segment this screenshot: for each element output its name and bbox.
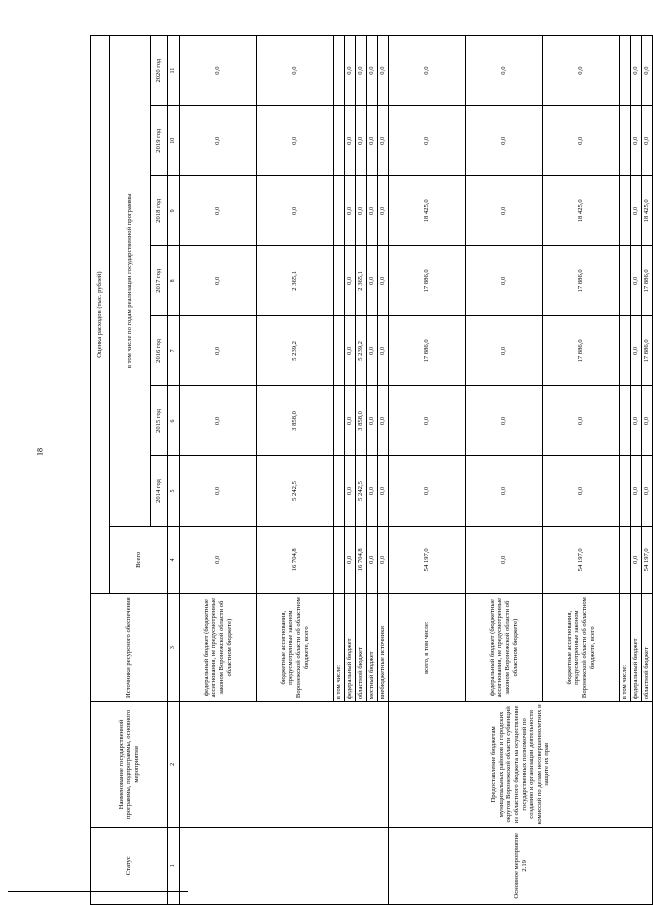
row-value: 5 242,5	[257, 456, 334, 526]
row-source: федеральный бюджет	[631, 594, 642, 702]
row-value: 0,0	[631, 386, 642, 456]
row-total	[334, 526, 345, 594]
row-value: 17 886,0	[642, 316, 653, 386]
column-number: 7	[168, 316, 180, 386]
header-estimate: Оценка расходов (тыс. рублей)	[91, 36, 110, 594]
row-value: 0,0	[466, 246, 543, 316]
column-number: 3	[168, 594, 180, 702]
row-value: 17 886,0	[543, 316, 620, 386]
row-total: 0,0	[378, 526, 389, 594]
row-value: 0,0	[367, 176, 378, 246]
row-value: 0,0	[180, 106, 257, 176]
row-value: 0,0	[378, 176, 389, 246]
row-source: бюджетные ассигнования, предусмотренные законом Воронежской области об областном бюджете, всего	[257, 594, 334, 702]
header-source: Источники ресурсного обеспечения	[91, 594, 168, 702]
row-value: 0,0	[257, 106, 334, 176]
header-year-2019: 2019 год	[151, 106, 168, 176]
row-value: 0,0	[389, 386, 466, 456]
column-number: 2	[168, 702, 180, 827]
row-value: 17 886,0	[543, 246, 620, 316]
budget-table	[90, 35, 653, 905]
block1-name-cell	[180, 702, 389, 827]
row-total: 16 704,8	[356, 526, 367, 594]
row-value: 0,0	[631, 106, 642, 176]
row-value: 0,0	[543, 386, 620, 456]
row-value: 0,0	[642, 106, 653, 176]
row-value	[334, 176, 345, 246]
row-value: 5 242,5	[356, 456, 367, 526]
row-value: 0,0	[631, 176, 642, 246]
row-value: 0,0	[180, 316, 257, 386]
row-value: 0,0	[367, 106, 378, 176]
row-value: 0,0	[367, 246, 378, 316]
row-total: 54 197,0	[642, 526, 653, 594]
header-status: Статус	[91, 827, 168, 904]
header-total: Всего	[110, 526, 168, 594]
row-total: 54 197,0	[543, 526, 620, 594]
measure-status: Основное мероприятие 2.19	[389, 827, 653, 904]
row-value	[334, 316, 345, 386]
row-value: 0,0	[345, 456, 356, 526]
row-source: бюджетные ассигнования, предусмотренные законом Воронежской области об областном бюджете, всего	[543, 594, 620, 702]
row-value	[334, 36, 345, 106]
row-value: 0,0	[642, 456, 653, 526]
row-source: в том числе:	[334, 594, 345, 702]
row-value: 0,0	[180, 176, 257, 246]
row-value: 2 365,1	[257, 246, 334, 316]
row-value: 18 425,0	[642, 176, 653, 246]
row-total	[620, 526, 631, 594]
header-year-2015: 2015 год	[151, 386, 168, 456]
row-value: 0,0	[543, 36, 620, 106]
measure-name: Предоставление бюджетам муниципальных районов и городских округов Воронежской области субвенций из областного бюджета на осуществление государственных полномочий по созданию и организации деятельности комиссий по делам несовершеннолетних и защите их прав	[389, 702, 653, 827]
row-value: 0,0	[642, 36, 653, 106]
row-value: 18 425,0	[389, 176, 466, 246]
row-value: 3 858,0	[257, 386, 334, 456]
row-value: 0,0	[466, 386, 543, 456]
row-source: областной бюджет	[642, 594, 653, 702]
row-value: 0,0	[367, 386, 378, 456]
row-value: 0,0	[389, 36, 466, 106]
header-year-2017: 2017 год	[151, 246, 168, 316]
row-source: федеральный бюджет	[345, 594, 356, 702]
row-value: 0,0	[180, 246, 257, 316]
table-row	[389, 36, 466, 905]
row-value	[620, 246, 631, 316]
row-total: 54 197,0	[389, 526, 466, 594]
column-number: 4	[168, 526, 180, 594]
row-total: 0,0	[466, 526, 543, 594]
table-row	[180, 36, 257, 905]
row-source: федеральный бюджет (бюджетные ассигнования, не предусмотренные законом Воронежской области об областном бюджете)	[466, 594, 543, 702]
row-value: 0,0	[345, 106, 356, 176]
row-value: 2 365,1	[356, 246, 367, 316]
row-value	[620, 36, 631, 106]
row-source: в том числе:	[620, 594, 631, 702]
row-value: 0,0	[180, 36, 257, 106]
row-total: 16 704,8	[257, 526, 334, 594]
row-value: 0,0	[466, 456, 543, 526]
column-number: 11	[168, 36, 180, 106]
row-value: 0,0	[356, 176, 367, 246]
row-value: 0,0	[631, 36, 642, 106]
row-value	[620, 386, 631, 456]
row-value: 0,0	[378, 106, 389, 176]
row-value	[334, 246, 345, 316]
header-year-2014: 2014 год	[151, 456, 168, 526]
row-value: 5 239,2	[257, 316, 334, 386]
header-year-2020: 2020 год	[151, 36, 168, 106]
row-total: 0,0	[631, 526, 642, 594]
row-source: областной бюджет	[356, 594, 367, 702]
row-value: 0,0	[631, 456, 642, 526]
row-value: 0,0	[378, 36, 389, 106]
row-total: 0,0	[367, 526, 378, 594]
row-source: местный бюджет	[367, 594, 378, 702]
row-value: 17 886,0	[389, 316, 466, 386]
row-value: 0,0	[356, 36, 367, 106]
column-number-row	[168, 36, 180, 905]
column-number: 1	[168, 827, 180, 904]
column-number: 8	[168, 246, 180, 316]
row-value: 0,0	[378, 386, 389, 456]
row-value: 0,0	[356, 106, 367, 176]
column-number: 6	[168, 386, 180, 456]
row-value: 0,0	[180, 386, 257, 456]
row-value: 0,0	[345, 36, 356, 106]
row-value: 0,0	[466, 176, 543, 246]
row-value: 0,0	[367, 36, 378, 106]
row-value: 0,0	[543, 106, 620, 176]
row-value: 0,0	[631, 316, 642, 386]
row-source: федеральный бюджет (бюджетные ассигнования, не предусмотренные законом Воронежской области об областном бюджете)	[180, 594, 257, 702]
header-year-2016: 2016 год	[151, 316, 168, 386]
row-value: 0,0	[389, 106, 466, 176]
row-value: 0,0	[543, 456, 620, 526]
footnote-rule	[8, 891, 188, 892]
row-value: 18 425,0	[543, 176, 620, 246]
row-value: 0,0	[378, 316, 389, 386]
row-value: 17 886,0	[389, 246, 466, 316]
row-value	[334, 456, 345, 526]
row-value	[620, 316, 631, 386]
header-year-2018: 2018 год	[151, 176, 168, 246]
row-source: всего, в том числе:	[389, 594, 466, 702]
row-value: 0,0	[642, 386, 653, 456]
row-total: 0,0	[345, 526, 356, 594]
row-value: 0,0	[389, 456, 466, 526]
row-value	[620, 456, 631, 526]
row-value: 0,0	[345, 386, 356, 456]
row-value: 0,0	[345, 316, 356, 386]
page-number: 18	[35, 448, 45, 456]
header-name: Наименование государственной программы, подпрограммы, основного мероприятия	[91, 702, 168, 827]
row-value: 0,0	[378, 246, 389, 316]
row-value	[334, 386, 345, 456]
row-value: 0,0	[631, 246, 642, 316]
column-number: 5	[168, 456, 180, 526]
row-source: внебюджетные источники	[378, 594, 389, 702]
row-value: 0,0	[180, 456, 257, 526]
row-value	[620, 176, 631, 246]
row-value: 0,0	[367, 456, 378, 526]
row-value: 17 886,0	[642, 246, 653, 316]
row-value: 0,0	[345, 246, 356, 316]
row-value: 5 239,2	[356, 316, 367, 386]
row-value: 0,0	[367, 316, 378, 386]
block1-status-cell	[180, 827, 389, 904]
row-total: 0,0	[180, 526, 257, 594]
row-value	[334, 106, 345, 176]
row-value: 0,0	[466, 316, 543, 386]
row-value: 0,0	[466, 106, 543, 176]
row-value: 3 858,0	[356, 386, 367, 456]
row-value	[620, 106, 631, 176]
rotated-table-container	[90, 35, 651, 905]
row-value: 0,0	[257, 176, 334, 246]
row-value: 0,0	[345, 176, 356, 246]
row-value: 0,0	[378, 456, 389, 526]
row-value: 0,0	[466, 36, 543, 106]
row-value: 0,0	[257, 36, 334, 106]
column-number: 9	[168, 176, 180, 246]
column-number: 10	[168, 106, 180, 176]
table-frame	[90, 35, 651, 905]
header-by-years: в том числе по годам реализации государственной программы	[110, 36, 151, 527]
